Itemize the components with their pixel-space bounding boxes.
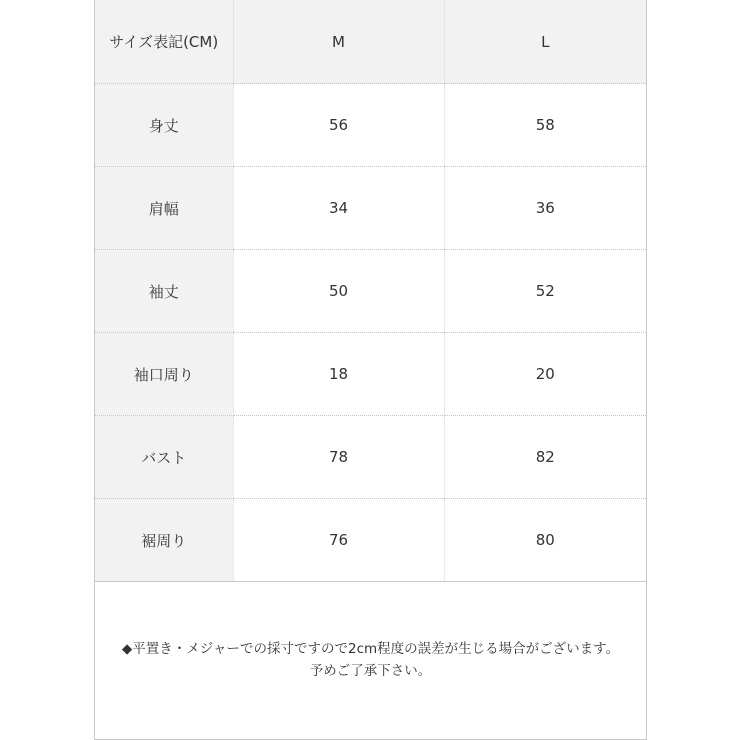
cell-m: 56 xyxy=(233,84,444,167)
header-size-label: サイズ表記(CM) xyxy=(95,0,233,84)
cell-l: 36 xyxy=(444,167,646,250)
header-size-l: L xyxy=(444,0,646,84)
cell-m: 50 xyxy=(233,250,444,333)
size-chart-frame xyxy=(94,0,647,740)
row-label: 裾周り xyxy=(95,499,233,582)
cell-m: 34 xyxy=(233,167,444,250)
header-size-m: M xyxy=(233,0,444,84)
cell-l: 80 xyxy=(444,499,646,582)
row-label: 袖口周り xyxy=(95,333,233,416)
size-table xyxy=(95,0,646,582)
row-label: 袖丈 xyxy=(95,250,233,333)
measurement-note xyxy=(95,580,646,739)
table-row xyxy=(95,167,646,250)
table-row xyxy=(95,84,646,167)
row-label: 身丈 xyxy=(95,84,233,167)
row-label: バスト xyxy=(95,416,233,499)
cell-m: 18 xyxy=(233,333,444,416)
cell-m: 76 xyxy=(233,499,444,582)
note-line-2: 予めご了承下さい。 xyxy=(309,662,432,679)
note-line-1: ◆平置き・メジャーでの採寸ですので2cm程度の誤差が生じる場合がございます。 xyxy=(121,640,620,657)
table-row xyxy=(95,416,646,499)
table-row xyxy=(95,499,646,582)
cell-l: 58 xyxy=(444,84,646,167)
row-label: 肩幅 xyxy=(95,167,233,250)
cell-l: 82 xyxy=(444,416,646,499)
cell-l: 52 xyxy=(444,250,646,333)
cell-l: 20 xyxy=(444,333,646,416)
table-row xyxy=(95,250,646,333)
table-row xyxy=(95,333,646,416)
table-header-row xyxy=(95,0,646,84)
cell-m: 78 xyxy=(233,416,444,499)
